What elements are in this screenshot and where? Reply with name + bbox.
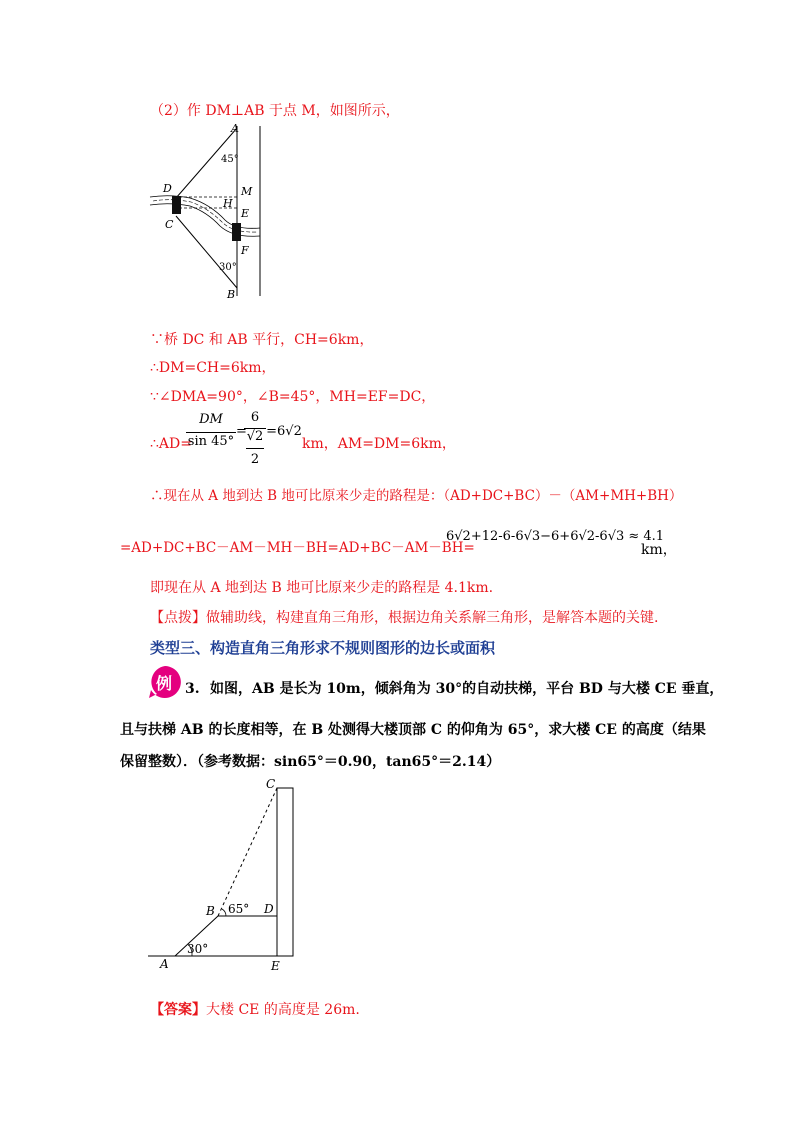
proof-line-2: ∴DM=CH=6km， (150, 360, 276, 376)
tip-text: 做辅助线，构建直角三角形，根据边角关系解三角形，是解答本题的关键. (206, 610, 659, 626)
fig1-label-m: M (241, 185, 253, 198)
proof-line-1: ∵桥 DC 和 AB 平行，CH=6km， (150, 332, 374, 348)
example-line-2: 且与扶梯 AB 的长度相等，在 B 处测得大楼顶部 C 的仰角为 65°，求大楼 CE 的高度（结果 (120, 722, 706, 738)
example-number: 3. (185, 681, 200, 697)
fig2-label-30: 30° (187, 942, 209, 956)
frac2-den-bar (246, 448, 264, 449)
eq-sign-1: = (236, 424, 247, 439)
figure-escalator-building (140, 770, 310, 980)
fig2-label-d: D (264, 902, 274, 916)
proof-line-7: 即现在从 A 地到达 B 地可比原来少走的路程是 4.1km. (150, 580, 494, 596)
proof-line-5: ∴现在从 A 地到达 B 地可比原来少走的路程是：（AD+DC+BC）－（AM+MH+BH） (150, 488, 683, 504)
example-line-1: 如图，AB 是长为 10m，倾斜角为 30°的自动扶梯，平台 BD 与大楼 CE 垂直， (210, 681, 724, 697)
proof-line-4-suffix: km，AM=DM=6km， (302, 436, 456, 452)
proof-line-4-prefix: ∴AD= (150, 436, 192, 452)
frac1-bar (186, 432, 236, 433)
part2-heading: （2）作 DM⊥AB 于点 M，如图所示， (150, 103, 400, 119)
example-line-3: 保留整数）．（参考数据：sin65°＝0.90，tan65°＝2.14） (120, 754, 501, 770)
frac2-den-denominator: 2 (250, 452, 260, 467)
fig2-label-a: A (160, 957, 169, 971)
fig1-label-30: 30° (219, 262, 237, 273)
figure-river-bridge (145, 120, 270, 302)
fig2-label-b: B (206, 904, 215, 918)
fig1-label-a: A (231, 122, 239, 135)
fig1-label-e: E (241, 207, 250, 220)
frac2-numerator: 6 (250, 410, 260, 425)
fig1-label-f: F (241, 244, 249, 257)
fig1-label-b: B (227, 288, 236, 301)
answer-text: 大楼 CE 的高度是 26m. (206, 1002, 360, 1018)
proof-line-6-expr: 6√2+12-6-6√3−6+6√2-6√3 ≈ 4.1 (446, 529, 665, 544)
fig1-label-45: 45° (221, 154, 239, 165)
fig2-label-e: E (271, 959, 280, 973)
fig2-label-65: 65° (228, 902, 250, 916)
fig1-label-h: H (223, 197, 233, 210)
proof-line-6-left: =AD+DC+BC－AM－MH－BH=AD+BC－AM－BH= (120, 540, 475, 556)
fig1-label-c: C (165, 218, 174, 231)
fig2-label-c: C (266, 777, 276, 791)
eq-sign-2: =6√2 (266, 424, 302, 439)
frac1-denominator: sin 45° (187, 434, 235, 449)
proof-line-3: ∵∠DMA=90°，∠B=45°，MH=EF=DC， (150, 389, 436, 405)
example-badge (147, 664, 183, 700)
section-title: 类型三、构造直角三角形求不规则图形的边长或面积 (150, 639, 496, 657)
proof-line-6-unit: km， (641, 542, 677, 558)
frac2-den-numerator: √2 (246, 429, 264, 444)
tip-label: 【点拨】 (150, 610, 206, 626)
tip-line (150, 608, 658, 628)
example-badge-text: 例 (156, 674, 173, 693)
frac1-numerator: DM (199, 412, 223, 427)
fig1-label-d: D (163, 182, 172, 195)
answer-label: 【答案】 (150, 1002, 206, 1018)
answer-line (150, 1000, 360, 1020)
